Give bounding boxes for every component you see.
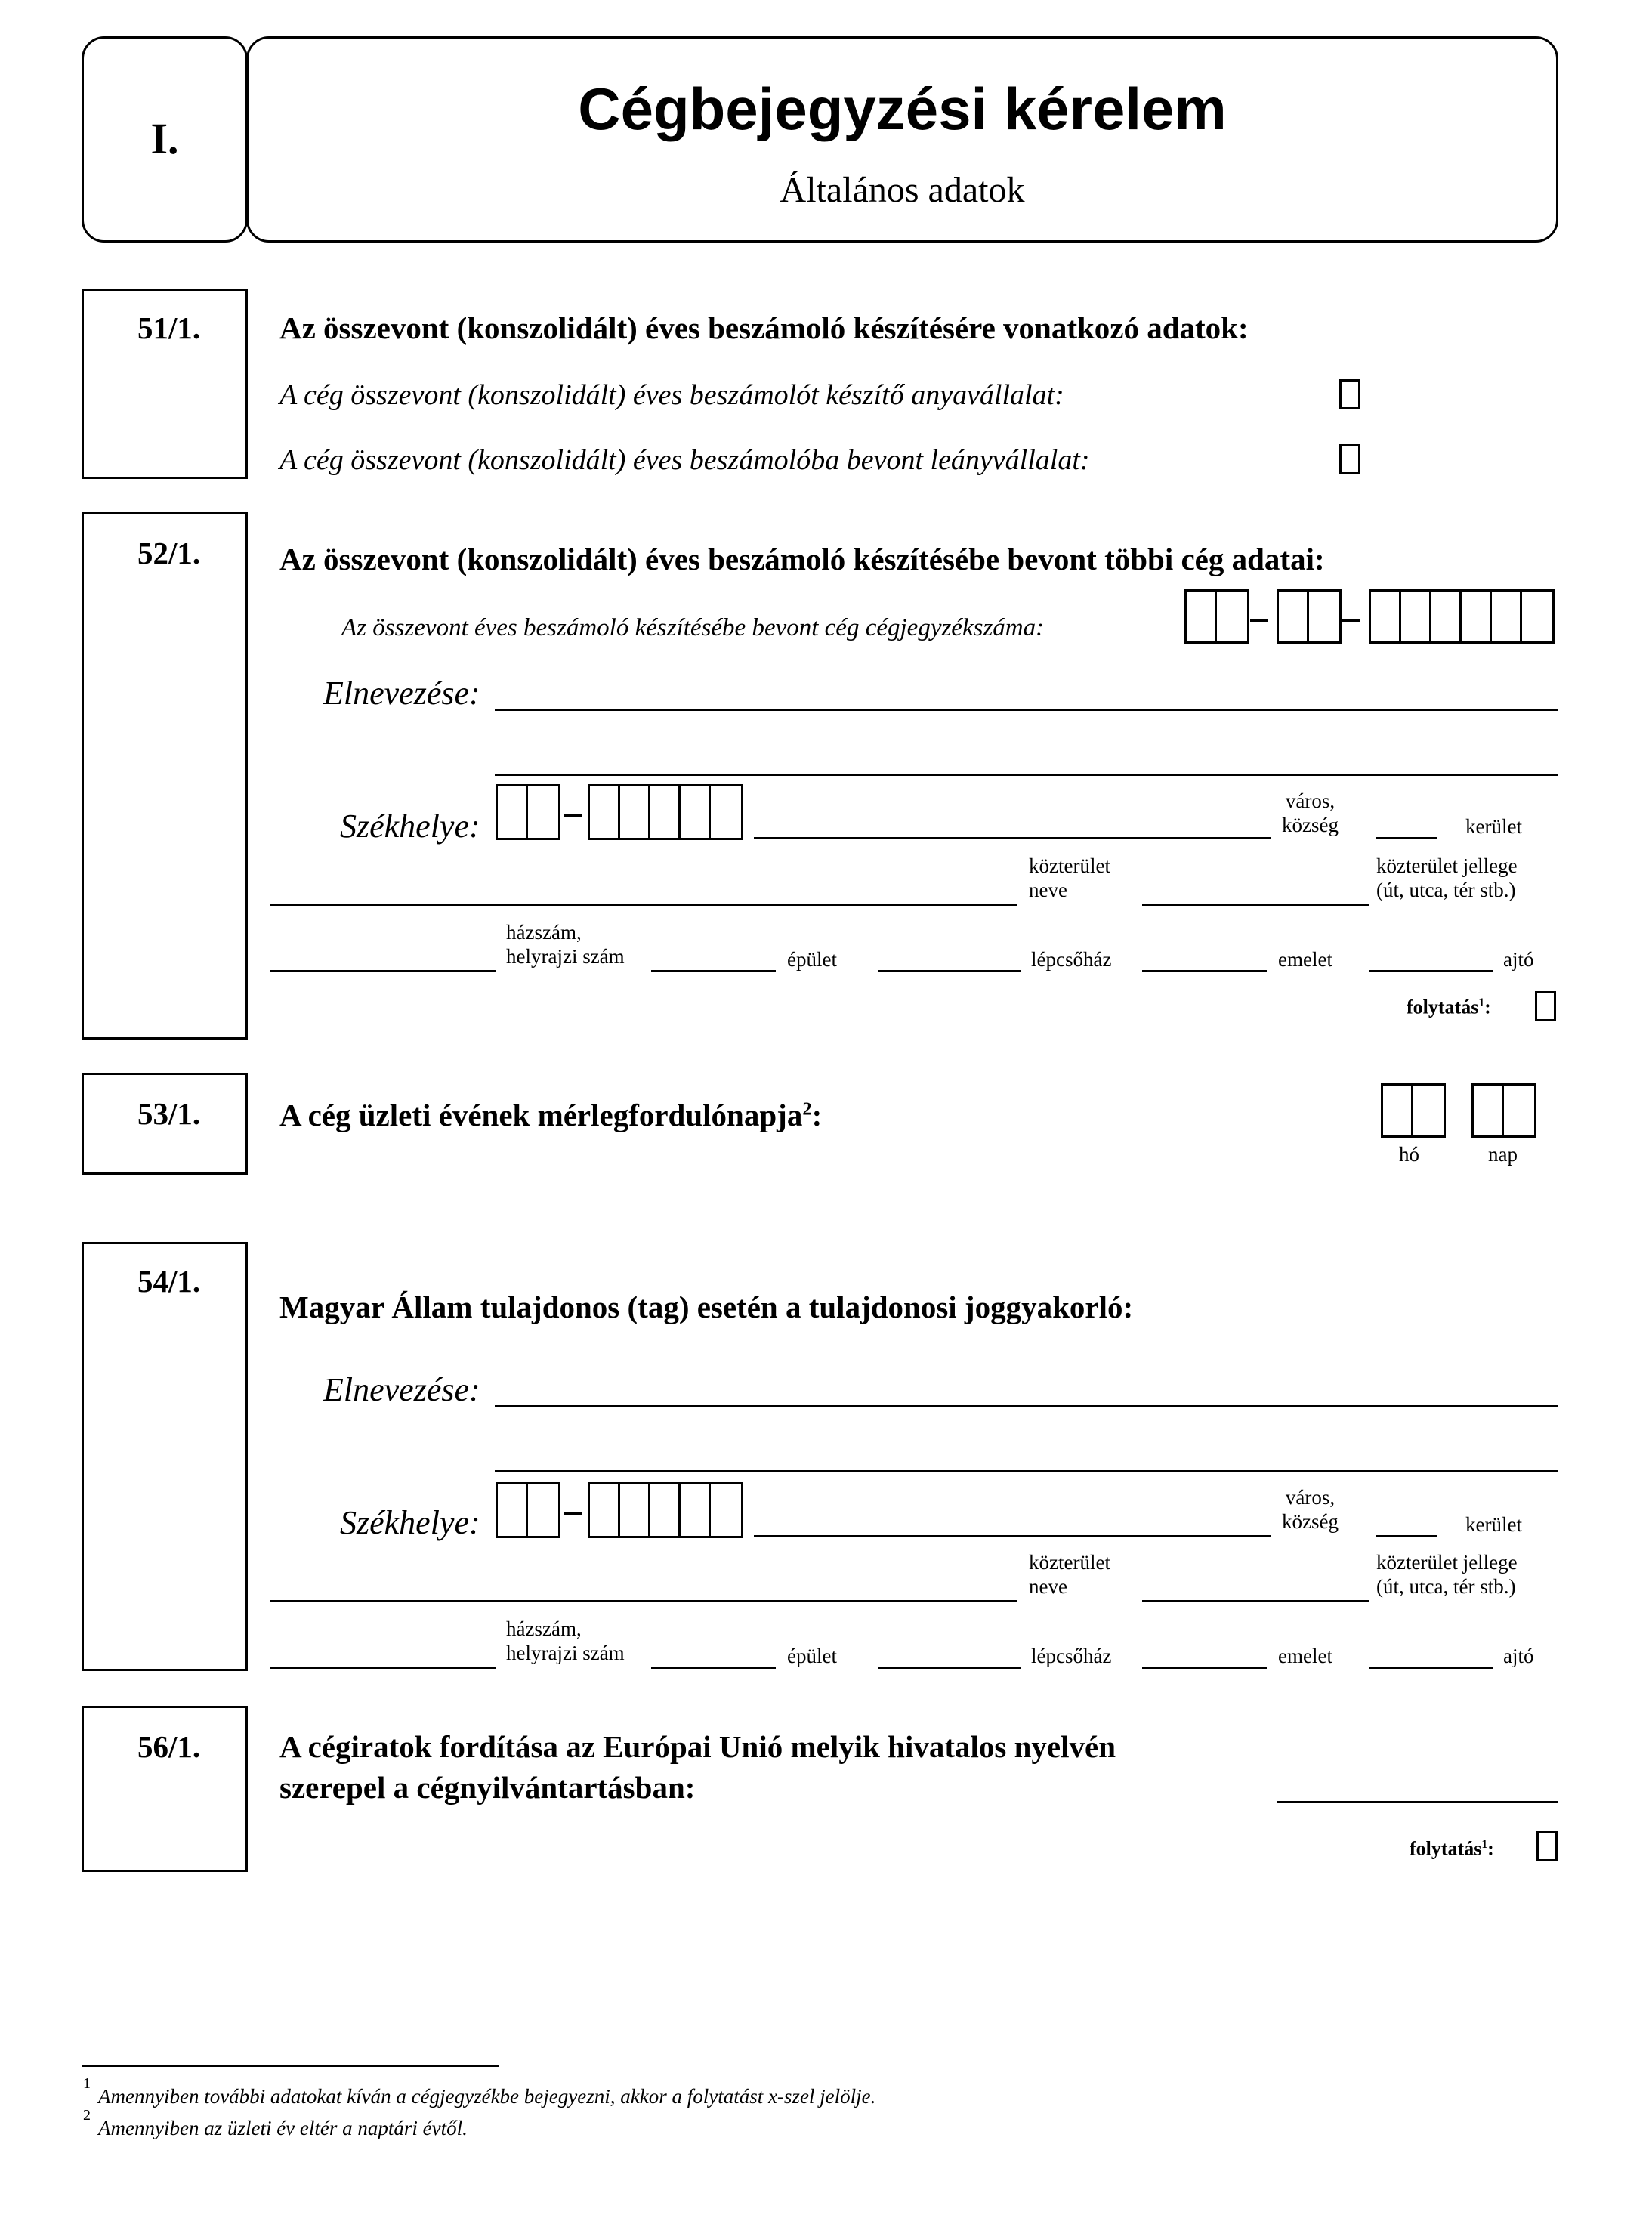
s54-name-line-2[interactable] [495,1470,1558,1472]
s52-stairs-line[interactable] [878,970,1021,972]
section-52-number-box [82,512,248,1040]
s52-name-label: Elnevezése: [323,675,480,712]
s52-building-line[interactable] [651,970,776,972]
section-52-heading: Az összevont (konszolidált) éves beszámoló készítésébe bevont többi cég adatai: [279,542,1325,576]
balance-date-day-cells[interactable] [1471,1083,1536,1138]
s54-door-line[interactable] [1369,1667,1493,1669]
section-53-heading: A cég üzleti évének mérlegfordulónapja$^2$: [279,1098,823,1132]
balance-date-month-cells[interactable] [1381,1083,1446,1138]
s52-building-label: épület [787,948,837,971]
s52-city-line[interactable] [754,837,1271,839]
s54-street-type-line[interactable] [1142,1600,1369,1602]
s52-zip-cells-1[interactable] [496,784,560,840]
s52-continuation-label: folytatás$^1$: [1407,996,1491,1018]
regno-serial-cells[interactable] [1369,589,1555,644]
s52-district-line[interactable] [1376,837,1437,839]
s54-stairs-line[interactable] [878,1667,1021,1669]
s52-city-label: város, község [1282,789,1339,837]
s54-door-label: ajtó [1503,1645,1534,1667]
s54-street-line[interactable] [270,1600,1017,1602]
s52-street-name-label: közterület neve [1029,854,1110,902]
regno-dash-1 [1250,619,1268,622]
footnote-separator [82,2065,499,2067]
s52-zip-cells-2[interactable] [588,784,743,840]
registration-number-label: Az összevont éves beszámoló készítésébe bevont cég cégjegyzékszáma: [341,614,1045,641]
s54-city-label: város, község [1282,1486,1339,1534]
footnote-1-marker: 1 [83,2075,91,2092]
page-subtitle: Általános adatok [780,170,1025,210]
regno-court-cells[interactable] [1184,589,1249,644]
section-51-heading: Az összevont (konszolidált) éves beszámoló készítésére vonatkozó adatok: [279,310,1249,345]
s56-continuation-checkbox[interactable] [1536,1831,1558,1861]
s52-street-line[interactable] [270,904,1017,906]
s52-name-line-2[interactable] [495,774,1558,776]
section-51-option-subsidiary: A cég összevont (konszolidált) éves beszámolóba bevont leányvállalat: [279,444,1090,476]
s54-building-line[interactable] [651,1667,776,1669]
s52-door-label: ajtó [1503,948,1534,971]
section-54-number-box [82,1242,248,1671]
subsidiary-checkbox[interactable] [1339,444,1360,474]
s52-floor-line[interactable] [1142,970,1267,972]
regno-dash-2 [1342,619,1360,622]
part-number: I. [150,114,179,163]
s54-street-type-label: közterület jellege (út, utca, tér stb.) [1376,1551,1518,1599]
s54-house-label: házszám, helyrajzi szám [506,1617,625,1665]
regno-form-cells[interactable] [1277,589,1342,644]
s52-zip-dash [564,814,582,817]
s52-stairs-label: lépcsőház [1031,948,1112,971]
section-56-heading-line-1: A cégiratok fordítása az Európai Unió melyik hivatalos nyelvén [279,1729,1116,1764]
s54-district-label: kerület [1465,1513,1522,1536]
s54-floor-label: emelet [1278,1645,1332,1667]
s52-house-line[interactable] [270,970,496,972]
section-56-number: 56/1. [137,1729,201,1764]
s54-name-label: Elnevezése: [323,1371,480,1408]
s52-name-line-1[interactable] [495,709,1558,711]
section-56-heading-line-2: szerepel a cégnyilvántartásban: [279,1770,696,1805]
footnote-2-marker: 2 [83,2107,91,2124]
s52-floor-label: emelet [1278,948,1332,971]
page-title: Cégbejegyzési kérelem [578,76,1227,142]
s52-street-type-line[interactable] [1142,904,1369,906]
s52-continuation-checkbox[interactable] [1535,991,1556,1021]
month-label: hó [1399,1143,1419,1166]
s54-zip-dash [564,1512,582,1515]
section-52-number: 52/1. [137,536,201,570]
section-54-heading: Magyar Állam tulajdonos (tag) esetén a tulajdonosi joggyakorló: [279,1290,1134,1324]
s54-zip-cells-1[interactable] [496,1482,560,1538]
day-label: nap [1488,1143,1518,1166]
s54-name-line-1[interactable] [495,1405,1558,1407]
s52-house-label: házszám, helyrajzi szám [506,921,625,968]
s52-seat-label: Székhelye: [340,808,480,845]
language-line[interactable] [1277,1801,1558,1803]
s54-floor-line[interactable] [1142,1667,1267,1669]
s54-stairs-label: lépcsőház [1031,1645,1112,1667]
s52-street-type-label: közterület jellege (út, utca, tér stb.) [1376,854,1518,902]
section-54-number: 54/1. [137,1264,201,1299]
section-53-number: 53/1. [137,1096,201,1131]
s56-continuation-label: folytatás$^1$: [1410,1837,1494,1860]
s54-seat-label: Székhelye: [340,1504,480,1541]
footnote-1: Amennyiben további adatokat kíván a cégjegyzékbe bejegyezni, akkor a folytatást x-szel jelölje. [98,2085,876,2108]
s54-zip-cells-2[interactable] [588,1482,743,1538]
s54-district-line[interactable] [1376,1535,1437,1537]
section-51-number: 51/1. [137,310,201,345]
s54-city-line[interactable] [754,1535,1271,1537]
s54-house-line[interactable] [270,1667,496,1669]
s52-door-line[interactable] [1369,970,1493,972]
s52-district-label: kerület [1465,815,1522,838]
footnote-2: Amennyiben az üzleti év eltér a naptári évtől. [98,2117,468,2139]
s54-street-name-label: közterület neve [1029,1551,1110,1599]
parent-company-checkbox[interactable] [1339,379,1360,409]
section-51-option-parent: A cég összevont (konszolidált) éves beszámolót készítő anyavállalat: [279,379,1064,411]
s54-building-label: épület [787,1645,837,1667]
